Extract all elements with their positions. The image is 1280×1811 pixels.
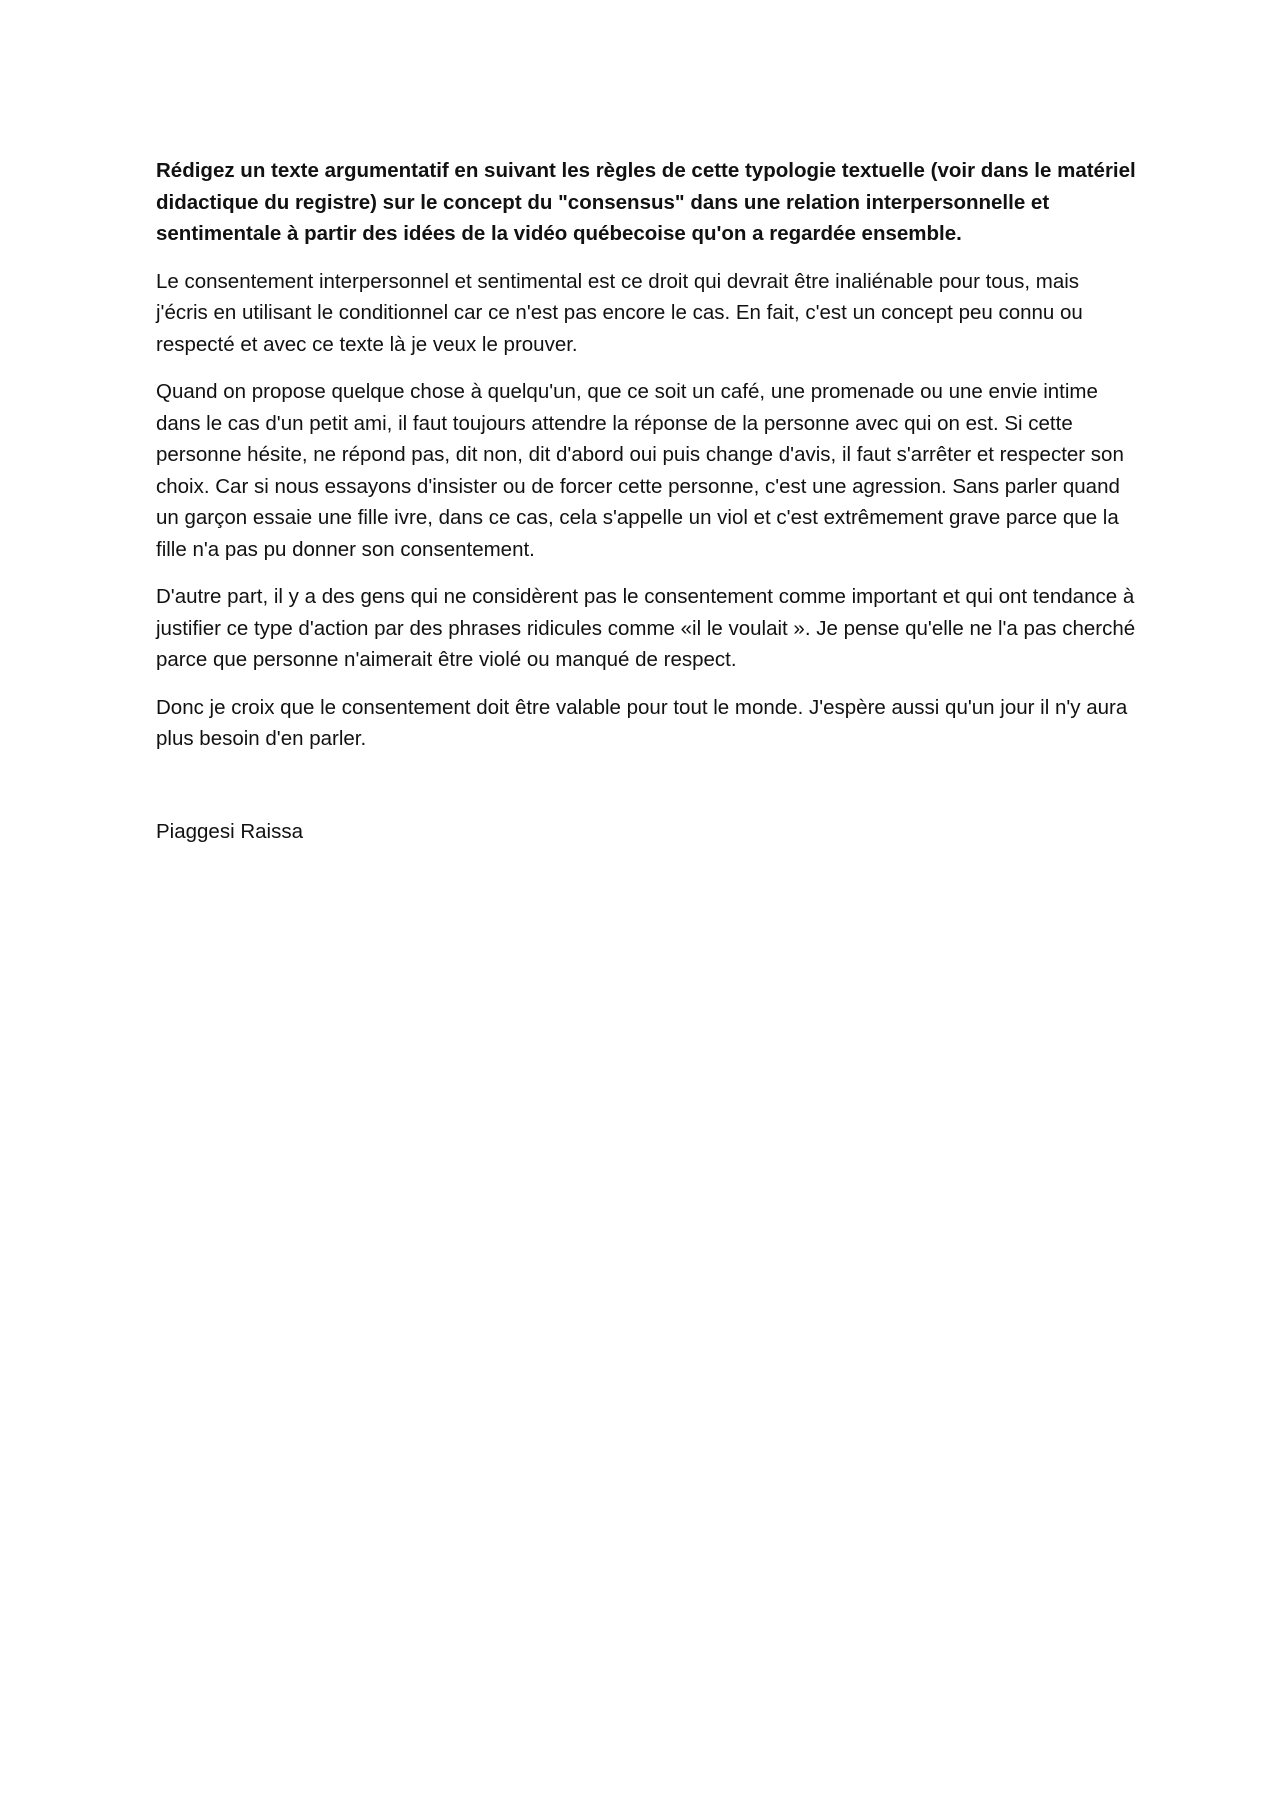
author-signature: Piaggesi Raissa [156, 819, 303, 843]
paragraph-1: Le consentement interpersonnel et sentimental est ce droit qui devrait être inaliénable pour tous, mais j'écris en utilisant le conditionnel car ce n'est pas encore le cas. En fait, c'est un concept peu connu ou respecté et avec ce texte là je veux le prouver. [156, 269, 1083, 356]
document-body [156, 155, 1136, 863]
paragraph-3: D'autre part, il y a des gens qui ne considèrent pas le consentement comme important et qui ont tendance à justifier ce type d'action par des phrases ridicules comme «il le voulait ». Je pense qu'elle ne l'a pas cherché parce que personne n'aimerait être violé ou manqué de respect. [156, 585, 1136, 671]
paragraph-2: Quand on propose quelque chose à quelqu'un, que ce soit un café, une promenade ou une envie intime dans le cas d'un petit ami, il faut toujours attendre la réponse de la personne avec qui on est. Si cette personne hésite, ne répond pas, dit non, dit d'abord oui puis change d'avis, il faut s'arrêter et respecter son choix. Car si nous essayons d'insister ou de forcer cette personne, c'est une agression. Sans parler quand un garçon essaie une fille ivre, dans ce cas, cela s'appelle un viol et c'est extrêmement grave parce que la fille n'a pas pu donner son consentement. [156, 380, 1124, 561]
assignment-prompt: Rédigez un texte argumentatif en suivant les règles de cette typologie textuelle (voir dans le matériel didactique du registre) sur le concept du "consensus" dans une relation interpersonnelle et sentimentale à partir des idées de la vidéo québecoise qu'on a regardée ensemble. [156, 159, 1136, 245]
paragraph-4: Donc je croix que le consentement doit être valable pour tout le monde. J'espère aussi qu'un jour il n'y aura plus besoin d'en parler. [156, 695, 1128, 750]
